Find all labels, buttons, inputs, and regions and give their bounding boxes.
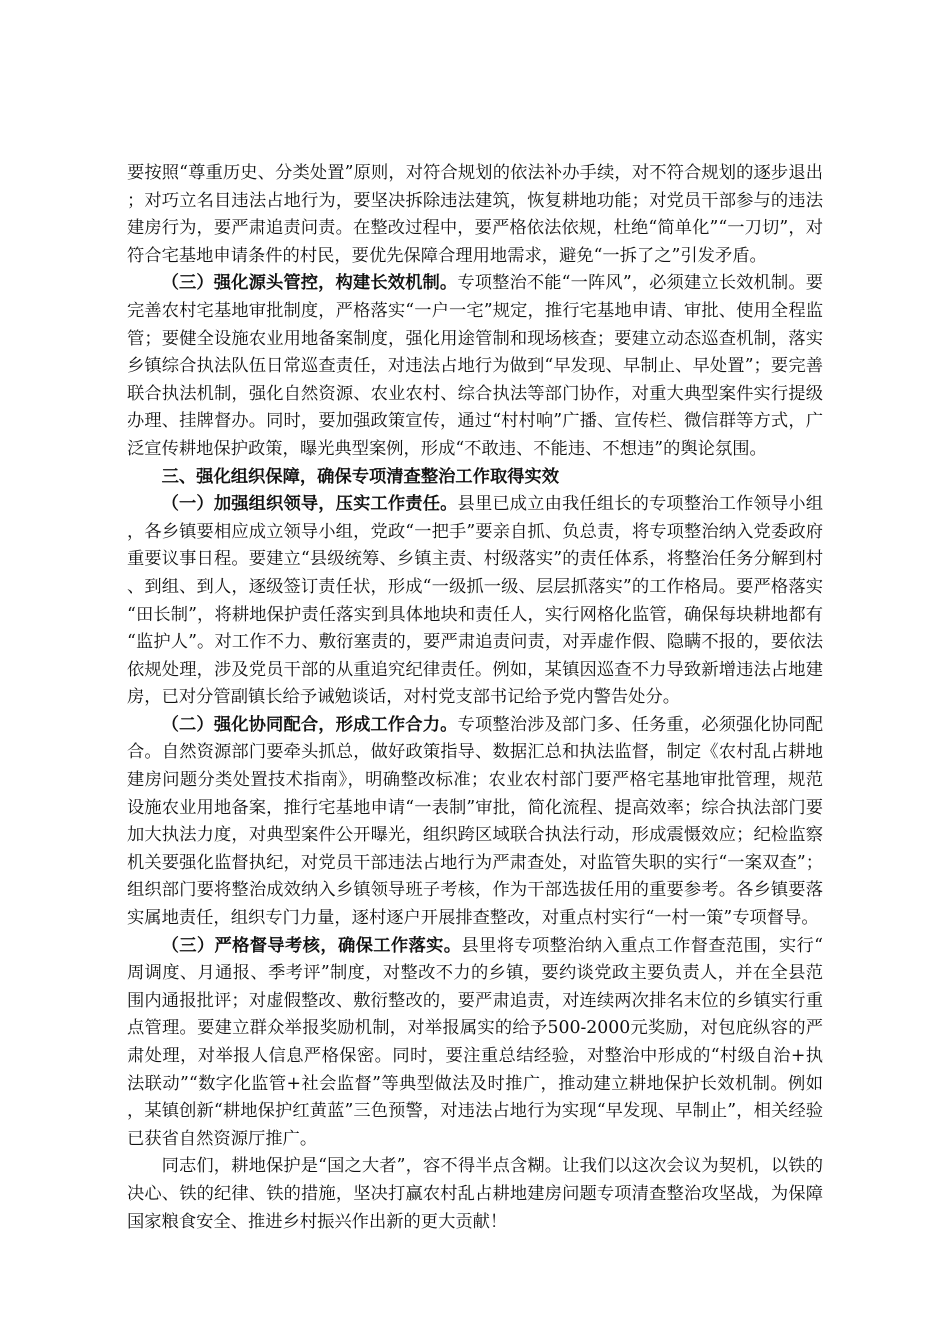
paragraph-lead: （三）强化源头管控，构建长效机制。 <box>161 273 458 294</box>
paragraph-organization-leadership <box>127 491 823 712</box>
paragraph-text: 专项整治涉及部门多、任务重，必须强化协同配合。自然资源部门要牵头抓总，做好政策指导、数据汇总和执法监督，制定《农村乱占耕地建房问题分类处置技术指南》，明确整改标准；农业农村部门要严格宅基地审批管理，规范设施农业用地备案，推行宅基地申请“一表制”审批，简化流程、提高效率；综合执法部门要加大执法力度，对典型案件公开曝光，组织跨区域联合执法行动，形成震慑效应；纪检监察机关要强化监督执纪，对党员干部违法占地行为严肃查处，对监管失职的实行“一案双查”；组织部门要将整治成效纳入乡镇领导班子考核，作为干部选拔任用的重要参考。各乡镇要落实属地责任，组织专门力量，逐村逐户开展排查整改，对重点村实行“一村一策”专项督导。 <box>127 714 823 929</box>
paragraph-closing <box>127 1153 823 1236</box>
paragraph-coordination <box>127 712 823 933</box>
paragraph-lead: （三）严格督导考核，确保工作落实。 <box>161 935 462 956</box>
paragraph-text: 要按照“尊重历史、分类处置”原则，对符合规划的依法补办手续，对不符合规划的逐步退出；对巧立名目违法占地行为，要坚决拆除违法建筑，恢复耕地功能；对党员干部参与的违法建房行为，要严肃追责问责。在整改过程中，要严格依法依规，杜绝“简单化”“一刀切”，对符合宅基地申请条件的村民，要优先保障合理用地需求，避免“一拆了之”引发矛盾。 <box>127 163 823 266</box>
paragraph-text: 县里将专项整治纳入重点工作督查范围，实行“周调度、月通报、季考评”制度，对整改不力的乡镇，要约谈党政主要负责人，并在全县范围内通报批评；对虚假整改、敷衍整改的，要严肃追责，对连续两次排名末位的乡镇实行重点管理。要建立群众举报奖励机制，对举报属实的给予500-2000元奖励，对包庇纵容的严肃处理，对举报人信息严格保密。同时，要注重总结经验，对整治中形成的“村级自治+执法联动”“数字化监管+社会监督”等典型做法及时推广，推动建立耕地保护长效机制。例如，某镇创新“耕地保护红黄蓝”三色预警，对违法占地行为实现“早发现、早制止”，相关经验已获省自然资源厅推广。 <box>127 935 823 1149</box>
document-body <box>127 160 823 1236</box>
paragraph-supervision <box>127 933 823 1154</box>
paragraph-text: 县里已成立由我任组长的专项整治工作领导小组，各乡镇要相应成立领导小组，党政“一把手”要亲自抓、负总责，将专项整治纳入党委政府重要议事日程。要建立“县级统筹、乡镇主责、村级落实”的责任体系，将整治任务分解到村、到组、到人，逐级签订责任状，形成“一级抓一级、层层抓落实”的工作格局。要严格落实“田长制”，将耕地保护责任落实到具体地块和责任人，实行网格化监管，确保每块耕地都有“监护人”。对工作不力、敷衍塞责的，要严肃追责问责，对弄虚作假、隐瞒不报的，要依法依规处理，涉及党员干部的从重追究纪律责任。例如，某镇因巡查不力导致新增违法占地建房，已对分管副镇长给予诫勉谈话，对村党支部书记给予党内警告处分。 <box>127 494 823 708</box>
paragraph-text: 专项整治不能“一阵风”，必须建立长效机制。要完善农村宅基地审批制度，严格落实“一户一宅”规定，推行宅基地申请、审批、使用全程监管；要健全设施农业用地备案制度，强化用途管制和现场核查；要建立动态巡查机制，落实乡镇综合执法队伍日常巡查责任，对违法占地行为做到“早发现、早制止、早处置”；要完善联合执法机制，强化自然资源、农业农村、综合执法等部门协作，对重大典型案件实行提级办理、挂牌督办。同时，要加强政策宣传，通过“村村响”广播、宣传栏、微信群等方式，广泛宣传耕地保护政策，曝光典型案例，形成“不敢违、不能违、不想违”的舆论氛围。 <box>127 273 823 459</box>
paragraph-continuation <box>127 160 823 270</box>
paragraph-lead: （二）强化协同配合，形成工作合力。 <box>161 714 458 735</box>
paragraph-source-control <box>127 270 823 463</box>
section-heading: 三、强化组织保障，确保专项清查整治工作取得实效 <box>161 466 560 487</box>
paragraph-text: 同志们，耕地保护是“国之大者”，容不得半点含糊。让我们以这次会议为契机，以铁的决心、铁的纪律、铁的措施，坚决打赢农村乱占耕地建房问题专项清查整治攻坚战，为保障国家粮食安全、推进乡村振兴作出新的更大贡献！ <box>127 1156 823 1232</box>
paragraph-lead: （一）加强组织领导，压实工作责任。 <box>161 494 458 515</box>
